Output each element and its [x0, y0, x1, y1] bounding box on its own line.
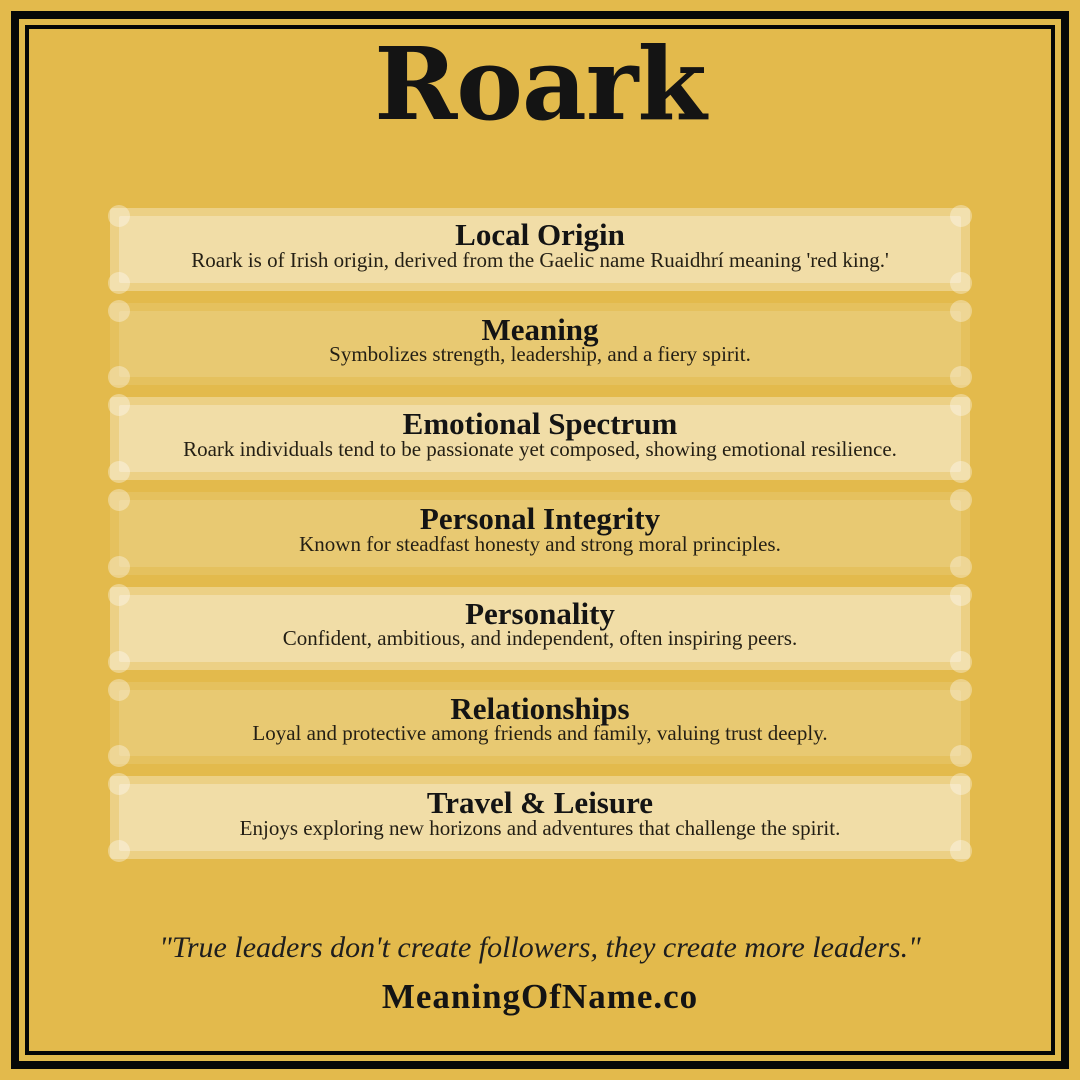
section-title: Emotional Spectrum	[402, 406, 678, 442]
section-card	[110, 682, 970, 765]
section-panel	[119, 216, 961, 283]
section-card	[110, 492, 970, 575]
page-title: Roark	[374, 25, 706, 143]
section-title: Relationships	[450, 690, 630, 726]
section-title: Local Origin	[455, 217, 625, 252]
section-description: Symbolizes strength, leadership, and a fiery spirit.	[329, 342, 751, 367]
section-title: Meaning	[481, 311, 599, 347]
section-description: Roark individuals tend to be passionate yet composed, showing emotional resilience.	[183, 437, 897, 462]
section-title: Travel & Leisure	[426, 785, 654, 821]
sections-list	[110, 208, 970, 859]
section-card	[110, 776, 970, 859]
quote-text: "True leaders don't create followers, they create more leaders."	[159, 931, 921, 964]
section-title: Personal Integrity	[419, 501, 661, 537]
section-description: Known for steadfast honesty and strong moral principles.	[299, 531, 781, 556]
section-card	[110, 397, 970, 480]
section-panel	[119, 405, 961, 472]
section-panel	[119, 690, 961, 757]
section-panel	[119, 595, 961, 662]
section-description: Loyal and protective among friends and family, valuing trust deeply.	[252, 721, 828, 746]
section-panel	[119, 311, 961, 378]
section-description: Roark is of Irish origin, derived from the Gaelic name Ruaidhrí meaning 'red king.'	[191, 247, 889, 272]
section-panel	[119, 500, 961, 567]
site-name: MeaningOfName.co	[381, 977, 699, 1016]
section-title: Personality	[465, 595, 615, 631]
section-card	[110, 587, 970, 670]
section-description: Enjoys exploring new horizons and adventures that challenge the spirit.	[239, 815, 841, 840]
section-description: Confident, ambitious, and independent, often inspiring peers.	[282, 626, 798, 651]
section-card	[110, 208, 970, 291]
section-panel	[119, 784, 961, 851]
section-card	[110, 303, 970, 386]
